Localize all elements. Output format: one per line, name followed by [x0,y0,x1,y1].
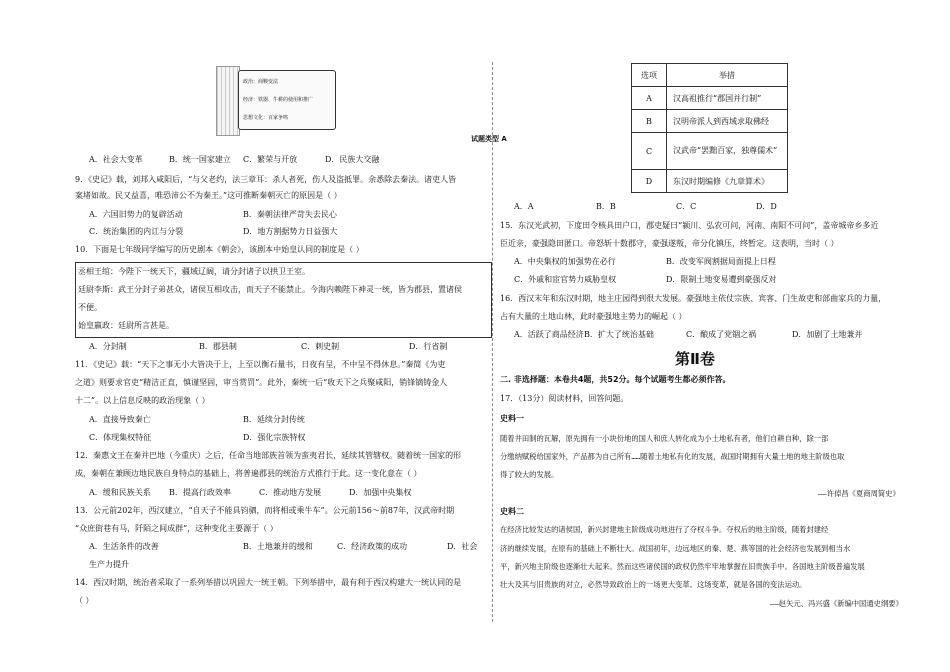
q12-option-b[interactable]: B．提高行政效率 [169,488,231,497]
material-1-source: ——许倬昌《夏商周简史》 [818,489,900,498]
q9-option-c[interactable]: C．统治集团的内讧与分裂 [89,227,184,236]
q10-box-line-2: 廷尉李斯：武王分封子弟甚众，诸侯互相攻击，而天子不能禁止。今海内赖陛下神灵一统，皆为郡县，置诸侯 [78,285,462,294]
q8-option-c[interactable]: C．繁荣与开放 [243,155,298,164]
q13-option-c[interactable]: C．经济政策的成功 [337,542,408,551]
q12-option-d[interactable]: D．加强中央集权 [349,488,412,497]
q16-option-c[interactable]: C．酿成了党锢之祸 [686,330,757,339]
figure-note-3: 思想文化：百家争鸣 [243,115,289,121]
q15-line-1: 15．东汉光武初，下度田令核具田户口，郡吏疑曰“颍川、弘农可问，河南、南阳不可问”，盖帝城帝乡多近 [500,221,879,230]
material-2-line-4: 壮大及其与旧贵族的对立，必然导致政治上的一场更大变革。这场变革，就是各国的变法运动。 [500,580,807,589]
figure-notes [238,70,336,130]
q11-option-b[interactable]: B．延续分封传统 [243,415,305,424]
material-2-line-2: 济的继续发展，在原有的基础上不断壮大。战国初年，边远地区的秦、楚、燕等国的社会经济也发展到相当水 [500,544,851,553]
q10-box-line-1: 丞相王绾：今陛下一统天下，疆域辽阔，请分封诸子以拱卫王室。 [78,267,310,276]
q9-option-a[interactable]: A．六国旧势力的复辟活动 [89,210,183,219]
q10-line: 10．下面是七年级同学编写的历史剧本《朝会》，该剧本中始皇认同的制度是（ ） [75,245,364,254]
part-two-note: 二. 非选择题：本卷共4题，共52分。每个试题考生都必须作答。 [500,375,731,384]
q10-box-line-4: 始皇嬴政：廷尉所言甚是。 [78,321,174,330]
q13-option-d-tail: 生产力提升 [89,560,129,569]
table-row [632,133,788,170]
table-header-measure: 举措 [667,64,788,87]
table-row [632,170,788,193]
q15-option-c[interactable]: C．外戚和宦官势力威胁皇权 [514,275,617,284]
bamboo-slip-image [216,66,240,136]
bamboo-slip-figure [216,66,336,134]
q13-option-d[interactable]: D．社会 [447,542,478,551]
q16-option-b[interactable]: B．扩大了统治基础 [584,330,654,339]
material-2-title: 史料二 [500,507,524,516]
table-cell-measure: 汉武帝“罢黜百家，独尊儒术” [667,133,788,170]
column-divider [492,62,493,622]
q15-option-a[interactable]: A．中央集权的加强势在必行 [514,257,616,266]
figure-note-2: 经济：铁器、牛耕的使用和推广 [243,97,314,103]
figure-note-1: 政治：商鞅变法 [243,79,279,85]
q10-script-box [75,262,492,338]
q15-option-d[interactable]: D．限制土地变易遭到豪强反对 [666,275,777,284]
table-cell-measure: 汉明帝派人到西域求取佛经 [667,110,788,133]
material-1-line-2: 分缴纳赋税给国家外，产品都为自己所有……随着土地私有化的发展，战国时期拥有大量土地的地主阶级也取 [500,452,845,461]
part-two-title: 第Ⅱ卷 [675,350,715,368]
q14-measures-table [631,63,788,193]
table-row [632,87,788,110]
table-cell-option: B [632,110,667,133]
q13-option-b[interactable]: B．土地兼并的缓和 [243,542,313,551]
q14-line-1: 14．西汉时期，统治者采取了一系列举措以巩固大一统王朝。下列举措中，最有利于西汉构建大一统认同的是 [75,578,462,587]
table-cell-option: C [632,133,667,170]
material-1-title: 史料一 [500,414,524,423]
table-cell-measure: 汉高祖推行“郡国并行制” [667,87,788,110]
q9-option-b[interactable]: B．秦朝法律严苛失去民心 [243,210,337,219]
q11-line-2: 之道》则要求官吏“精洁正直，慎谨坚固，审当赏罚”。此外，秦统一后“收天下之兵聚咸阳，销锋镝铸金人 [75,378,448,387]
material-2-source: ——赵矢元、冯兴盛《新编中国通史纲要》 [770,599,903,608]
q11-option-c[interactable]: C．体现集权特征 [89,433,152,442]
q11-line-1: 11．《史记》载：“天下之事无小大皆决于上，上至以衡石量书，日夜有呈，不中呈不得休息。”秦简《为吏 [75,360,446,369]
q14-option-d[interactable]: D．D [756,202,777,211]
q15-line-2: 臣近亲，豪强隐田匿口。帝怒斩十数郡守，豪强遂叛，帝分化镇压，终暂定。这表明，当时（ ） [500,239,839,248]
material-2-line-3: 平，新兴地主阶级也逐渐壮大起来。然而这些诸侯国的政权仍然牢牢地掌握在旧贵族手中。各国地主阶级普遍发展 [500,562,865,571]
q11-option-d[interactable]: D．强化宗族特权 [243,433,306,442]
table-cell-measure: 东汉时期编修《九章算术》 [667,170,788,193]
q8-option-d[interactable]: D．民族大交融 [325,155,380,164]
q11-option-a[interactable]: A．直接导致秦亡 [89,415,151,424]
q12-option-a[interactable]: A．缓和民族关系 [89,488,151,497]
q16-option-a[interactable]: A．活跃了商品经济 [514,330,584,339]
q9-line-1: 9．《史记》载，刘邦入咸阳后，“与父老约，法三章耳：杀人者死，伤人及盗抵罪。余悉除去秦法。诸吏人皆 [75,175,457,184]
q10-option-c[interactable]: C．刺史制 [301,342,340,351]
q16-line-1: 16．西汉末年和东汉时期，地主庄园得到很大发展。豪强地主依仗宗族、宾客、门生故吏和部曲家兵的力量， [500,294,887,303]
q11-line-3: 十二”。以上信息反映的政治现象（ ） [75,396,210,405]
q16-line-2: 占有大量的土地山林，此时豪强地主势力的崛起（ ） [500,312,687,321]
material-1-line-3: 得了较大的发展。 [500,470,559,479]
q10-box-line-3: 不便。 [78,303,102,312]
q13-option-a[interactable]: A．生活条件的改善 [89,542,159,551]
q16-option-d[interactable]: D．加剧了土地兼并 [792,330,863,339]
q17-heading: 17．（13分）阅读材料，回答问题。 [500,394,629,403]
table-header-row [632,64,788,87]
table-header-option: 选项 [632,64,667,87]
material-1-line-1: 随着井田制的瓦解，原先拥有一小块份地的国人和庶人转化成为小土地私有者，他们自耕自种，除一部 [500,434,829,443]
q9-line-2: 案堵如故。民又益喜，唯恐沛公不为秦王。”这可推断秦朝灭亡的原因是（ ） [75,191,342,200]
q12-line-2: 成，秦朝在兼顾边地民族自身特点的基础上，将普遍郡县的统治方式推行于此。这一变化意在（ ） [75,469,422,478]
q8-option-b[interactable]: B．统一国家建立 [169,155,231,164]
q12-line-1: 12．秦惠文王在秦并巴地（今重庆）之后，任命当地部族首领为蛮夷君长，延续其管辖权。随着统一国家的形 [75,451,462,460]
q14-line-2: （ ） [75,596,94,605]
q14-option-c[interactable]: C．C [676,202,697,211]
q9-option-d[interactable]: D．地方割据势力日益强大 [243,227,338,236]
table-cell-option: A [632,87,667,110]
material-2-line-1: 在经济比较发达的诸侯国，新兴封建地主阶级成功地进行了夺权斗争。夺权后的地主阶级，随着封建经 [500,525,829,534]
q15-option-b[interactable]: B．改变军阀割据局面提上日程 [666,257,776,266]
q10-option-d[interactable]: D．行省制 [409,342,448,351]
table-row [632,110,788,133]
q8-option-a[interactable]: A．社会大变革 [89,155,143,164]
q13-line-1: 13．公元前202年，西汉建立，“自天子不能具钧驷，而将相或乘牛车”。公元前156～前87年，汉武帝时期 [75,506,455,515]
table-cell-option: D [632,170,667,193]
figure-caption: 试题类型 A [471,135,507,143]
q12-option-c[interactable]: C．推动地方发展 [259,488,322,497]
q13-line-2: “众庶街巷有马，阡陌之间成群”，这种变化主要源于（ ） [75,524,278,533]
q14-option-a[interactable]: A．A [514,202,534,211]
q10-option-a[interactable]: A．分封制 [89,342,127,351]
q14-option-b[interactable]: B．B [596,202,616,211]
q10-option-b[interactable]: B．郡县制 [199,342,237,351]
